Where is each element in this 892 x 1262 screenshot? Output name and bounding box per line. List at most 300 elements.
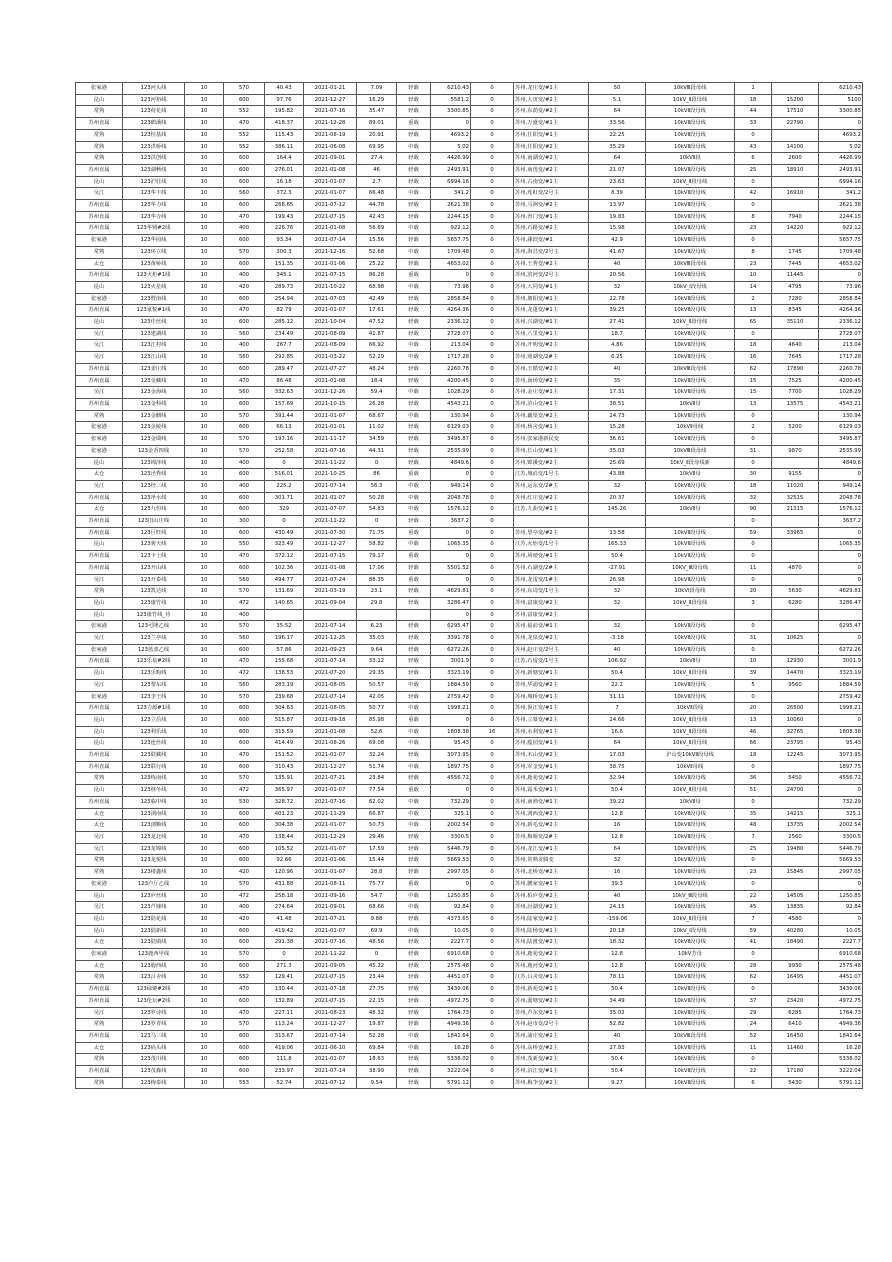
date-cell: 2021-07-03 bbox=[304, 293, 357, 305]
substation-cell: 苏州,八里变/#1主 bbox=[514, 328, 589, 340]
load-rate-cell: 56.3 bbox=[357, 480, 397, 492]
user-count-cell: 0 bbox=[735, 551, 772, 563]
count-cell: 0 bbox=[471, 469, 514, 481]
voltage-cell: 10 bbox=[185, 984, 224, 996]
rated-current-cell: 570 bbox=[224, 1019, 265, 1031]
district-cell: 苏州直属 bbox=[76, 527, 123, 539]
rated-current-cell: 600 bbox=[224, 843, 265, 855]
date-cell: 2021-07-21 bbox=[304, 773, 357, 785]
load-status-cell: 中载 bbox=[397, 726, 431, 738]
substation-value-cell: 50.4 bbox=[589, 551, 646, 563]
remaining-capacity-cell: 341.2 bbox=[819, 188, 863, 200]
load-rate-cell: 34.59 bbox=[357, 434, 397, 446]
available-capacity-cell: 2493.91 bbox=[431, 164, 471, 176]
current-cell: 164.4 bbox=[265, 153, 304, 165]
date-cell: 2021-07-18 bbox=[304, 984, 357, 996]
date-cell: 2021-07-15 bbox=[304, 270, 357, 282]
substation-value-cell: 32 bbox=[589, 281, 646, 293]
count-cell: 0 bbox=[471, 562, 514, 574]
bus-section-cell: 10kVⅡ段母线 bbox=[646, 527, 735, 539]
count-cell: 0 bbox=[471, 796, 514, 808]
substation-cell: 苏州,玉循变/#2主 bbox=[514, 363, 589, 375]
user-count-cell: 42 bbox=[735, 188, 772, 200]
line-name-cell: 123经三线 bbox=[123, 480, 185, 492]
voltage-cell: 10 bbox=[185, 1019, 224, 1031]
available-capacity-cell: 73.96 bbox=[431, 281, 471, 293]
substation-cell: 苏州,石路变/#2主 bbox=[514, 223, 589, 235]
remaining-capacity-cell: 4629.81 bbox=[819, 586, 863, 598]
installed-capacity-cell: 6280 bbox=[772, 597, 819, 609]
date-cell: 2021-09-01 bbox=[304, 153, 357, 165]
district-cell: 昆山 bbox=[76, 609, 123, 621]
load-status-cell: 轻载 bbox=[397, 422, 431, 434]
current-cell: 0 bbox=[265, 457, 304, 469]
substation-value-cell: 32 bbox=[589, 597, 646, 609]
substation-value-cell: 36.61 bbox=[589, 434, 646, 446]
line-name-cell: 123旧山庄线 bbox=[123, 516, 185, 528]
load-status-cell: 中载 bbox=[397, 761, 431, 773]
district-cell: 昆山 bbox=[76, 176, 123, 188]
line-name-cell: 123恒基线 bbox=[123, 129, 185, 141]
table-row bbox=[76, 820, 863, 832]
rated-current-cell: 600 bbox=[224, 164, 265, 176]
rated-current-cell: 570 bbox=[224, 878, 265, 890]
count-cell: 0 bbox=[471, 995, 514, 1007]
load-rate-cell: 85.98 bbox=[357, 714, 397, 726]
substation-value-cell: 35.02 bbox=[589, 1007, 646, 1019]
current-cell: 289.47 bbox=[265, 363, 304, 375]
voltage-cell: 10 bbox=[185, 597, 224, 609]
user-count-cell: 46 bbox=[735, 726, 772, 738]
load-status-cell: 轻载 bbox=[397, 1077, 431, 1089]
voltage-cell: 10 bbox=[185, 340, 224, 352]
load-rate-cell: 28.8 bbox=[357, 867, 397, 879]
count-cell: 0 bbox=[471, 913, 514, 925]
current-cell: 57.86 bbox=[265, 644, 304, 656]
load-status-cell: 轻载 bbox=[397, 1019, 431, 1031]
substation-value-cell: 35.29 bbox=[589, 141, 646, 153]
load-rate-cell: 27.4 bbox=[357, 153, 397, 165]
remaining-capacity-cell: 5657.75 bbox=[819, 235, 863, 247]
count-cell: 0 bbox=[471, 492, 514, 504]
load-status-cell: 轻载 bbox=[397, 457, 431, 469]
bus-section-cell: 10kVⅡ段母线 bbox=[646, 551, 735, 563]
load-rate-cell: 48.56 bbox=[357, 937, 397, 949]
load-status-cell: 中载 bbox=[397, 925, 431, 937]
district-cell: 吴江 bbox=[76, 574, 123, 586]
district-cell: 张家港 bbox=[76, 83, 123, 95]
table-row bbox=[76, 328, 863, 340]
rated-current-cell: 600 bbox=[224, 363, 265, 375]
voltage-cell: 10 bbox=[185, 118, 224, 130]
installed-capacity-cell bbox=[772, 328, 819, 340]
load-status-cell: 轻载 bbox=[397, 305, 431, 317]
installed-capacity-cell: 1745 bbox=[772, 246, 819, 258]
user-count-cell: 62 bbox=[735, 363, 772, 375]
load-rate-cell: 56.69 bbox=[357, 223, 397, 235]
load-rate-cell: 38.99 bbox=[357, 1066, 397, 1078]
date-cell: 2021-09-23 bbox=[304, 644, 357, 656]
user-count-cell: 18 bbox=[735, 340, 772, 352]
user-count-cell: 13 bbox=[735, 305, 772, 317]
available-capacity-cell: 3495.87 bbox=[431, 434, 471, 446]
load-rate-cell: 50.28 bbox=[357, 492, 397, 504]
remaining-capacity-cell: 4849.6 bbox=[819, 457, 863, 469]
table-row bbox=[76, 726, 863, 738]
load-status-cell: 轻载 bbox=[397, 750, 431, 762]
load-status-cell: 轻载 bbox=[397, 153, 431, 165]
line-name-cell: 123伦坛#2线 bbox=[123, 995, 185, 1007]
district-cell: 张家港 bbox=[76, 621, 123, 633]
load-rate-cell: 86 bbox=[357, 469, 397, 481]
user-count-cell: 23 bbox=[735, 867, 772, 879]
bus-section-cell: 10kVⅢ段母线 bbox=[646, 83, 735, 95]
bus-section-cell: 10kVⅢ段母线 bbox=[646, 1030, 735, 1042]
current-cell: 372.12 bbox=[265, 551, 304, 563]
district-cell: 苏州直属 bbox=[76, 363, 123, 375]
date-cell: 2021-07-16 bbox=[304, 796, 357, 808]
remaining-capacity-cell: 4556.72 bbox=[819, 773, 863, 785]
load-rate-cell: 44.78 bbox=[357, 200, 397, 212]
feeder-load-table bbox=[75, 82, 863, 1089]
load-rate-cell: 33.12 bbox=[357, 656, 397, 668]
available-capacity-cell: 0 bbox=[431, 714, 471, 726]
load-status-cell: 轻载 bbox=[397, 398, 431, 410]
load-rate-cell: 23.84 bbox=[357, 773, 397, 785]
load-status-cell: 轻载 bbox=[397, 668, 431, 680]
load-rate-cell: 0 bbox=[357, 516, 397, 528]
substation-value-cell: 24.66 bbox=[589, 714, 646, 726]
line-name-cell: 123康竹线 bbox=[123, 597, 185, 609]
voltage-cell: 10 bbox=[185, 270, 224, 282]
table-row bbox=[76, 422, 863, 434]
available-capacity-cell: 3637.2 bbox=[431, 516, 471, 528]
rated-current-cell: 600 bbox=[224, 960, 265, 972]
count-cell: 0 bbox=[471, 270, 514, 282]
substation-cell: 苏州,菀湖变/2#主 bbox=[514, 352, 589, 364]
available-capacity-cell: 341.2 bbox=[431, 188, 471, 200]
rated-current-cell: 553 bbox=[224, 1077, 265, 1089]
rated-current-cell: 552 bbox=[224, 972, 265, 984]
installed-capacity-cell: 17180 bbox=[772, 1066, 819, 1078]
substation-cell: 苏州,场埂变/#1主 bbox=[514, 551, 589, 563]
substation-cell: 苏州,立慕变/#2主 bbox=[514, 714, 589, 726]
available-capacity-cell: 3300.5 bbox=[431, 832, 471, 844]
line-name-cell: 123暨南线 bbox=[123, 293, 185, 305]
district-cell: 太仓 bbox=[76, 258, 123, 270]
bus-section-cell: 10kVⅡ段母线 bbox=[646, 1042, 735, 1054]
user-count-cell: 16 bbox=[735, 352, 772, 364]
voltage-cell: 10 bbox=[185, 410, 224, 422]
substation-cell: 苏州,陆杨变/#1主 bbox=[514, 925, 589, 937]
date-cell: 2021-12-29 bbox=[304, 832, 357, 844]
count-cell: 0 bbox=[471, 141, 514, 153]
current-cell: 111.8 bbox=[265, 1054, 304, 1066]
remaining-capacity-cell: 73.96 bbox=[819, 281, 863, 293]
available-capacity-cell: 0 bbox=[431, 118, 471, 130]
installed-capacity-cell: 17510 bbox=[772, 106, 819, 118]
current-cell: 66.13 bbox=[265, 422, 304, 434]
current-cell: 291.38 bbox=[265, 937, 304, 949]
voltage-cell: 10 bbox=[185, 281, 224, 293]
available-capacity-cell: 4556.72 bbox=[431, 773, 471, 785]
installed-capacity-cell: 16910 bbox=[772, 188, 819, 200]
load-status-cell: 重载 bbox=[397, 527, 431, 539]
date-cell: 2021-07-14 bbox=[304, 691, 357, 703]
line-name-cell: 123黎东线 bbox=[123, 679, 185, 691]
bus-section-cell: 10kVⅡ段母线 bbox=[646, 375, 735, 387]
bus-section-cell: 10kVⅡ段母线 bbox=[646, 164, 735, 176]
line-name-cell: 123庐丝线 bbox=[123, 890, 185, 902]
user-count-cell: 0 bbox=[735, 539, 772, 551]
voltage-cell: 10 bbox=[185, 422, 224, 434]
remaining-capacity-cell: 1709.48 bbox=[819, 246, 863, 258]
substation-value-cell: 42.9 bbox=[589, 235, 646, 247]
substation-cell: 苏州,常熟龙腾变 bbox=[514, 855, 589, 867]
current-cell: 283.19 bbox=[265, 679, 304, 691]
available-capacity-cell: 2728.07 bbox=[431, 328, 471, 340]
substation-value-cell: 5.1 bbox=[589, 94, 646, 106]
installed-capacity-cell bbox=[772, 878, 819, 890]
table-row bbox=[76, 305, 863, 317]
installed-capacity-cell: 6410 bbox=[772, 1019, 819, 1031]
installed-capacity-cell: 23795 bbox=[772, 738, 819, 750]
table-row bbox=[76, 949, 863, 961]
current-cell: 414.49 bbox=[265, 738, 304, 750]
available-capacity-cell: 5581.2 bbox=[431, 94, 471, 106]
line-name-cell: 123泾秀线 bbox=[123, 469, 185, 481]
table-row bbox=[76, 960, 863, 972]
district-cell: 苏州直属 bbox=[76, 211, 123, 223]
substation-cell: 苏州,万盛变/#1主 bbox=[514, 118, 589, 130]
voltage-cell: 10 bbox=[185, 621, 224, 633]
district-cell: 太仓 bbox=[76, 820, 123, 832]
district-cell: 吴江 bbox=[76, 843, 123, 855]
voltage-cell: 10 bbox=[185, 609, 224, 621]
remaining-capacity-cell: 6210.43 bbox=[819, 83, 863, 95]
available-capacity-cell: 5501.52 bbox=[431, 562, 471, 574]
voltage-cell: 10 bbox=[185, 1066, 224, 1078]
installed-capacity-cell bbox=[772, 83, 819, 95]
load-rate-cell: 16.29 bbox=[357, 94, 397, 106]
load-rate-cell: 35.47 bbox=[357, 106, 397, 118]
current-cell: 40.43 bbox=[265, 83, 304, 95]
load-status-cell: 轻载 bbox=[397, 434, 431, 446]
bus-section-cell: 10kVⅡ段母线 bbox=[646, 387, 735, 399]
date-cell: 2021-01-08 bbox=[304, 562, 357, 574]
available-capacity-cell: 2002.54 bbox=[431, 820, 471, 832]
available-capacity-cell: 0 bbox=[431, 785, 471, 797]
district-cell: 昆山 bbox=[76, 925, 123, 937]
voltage-cell: 10 bbox=[185, 925, 224, 937]
load-rate-cell: 7.09 bbox=[357, 83, 397, 95]
installed-capacity-cell: 4795 bbox=[772, 281, 819, 293]
line-name-cell: 123兰亭线 bbox=[123, 633, 185, 645]
load-rate-cell: 6.23 bbox=[357, 621, 397, 633]
available-capacity-cell: 2260.78 bbox=[431, 363, 471, 375]
rated-current-cell: 400 bbox=[224, 480, 265, 492]
count-cell: 0 bbox=[471, 890, 514, 902]
date-cell: 2021-08-05 bbox=[304, 703, 357, 715]
installed-capacity-cell: 9870 bbox=[772, 445, 819, 457]
substation-cell: 苏州,湖滨变/#1 bbox=[514, 235, 589, 247]
table-row bbox=[76, 527, 863, 539]
substation-value-cell: 13.58 bbox=[589, 527, 646, 539]
line-name-cell: 123力源#1线 bbox=[123, 703, 185, 715]
substation-value-cell: 43.88 bbox=[589, 469, 646, 481]
available-capacity-cell: 5791.12 bbox=[431, 1077, 471, 1089]
district-cell: 吴江 bbox=[76, 387, 123, 399]
line-name-cell: 123鹿西线 bbox=[123, 960, 185, 972]
district-cell: 吴江 bbox=[76, 328, 123, 340]
load-status-cell: 中载 bbox=[397, 820, 431, 832]
rated-current-cell: 400 bbox=[224, 223, 265, 235]
date-cell: 2021-11-17 bbox=[304, 434, 357, 446]
line-name-cell: 123鹤溪线 bbox=[123, 118, 185, 130]
date-cell: 2021-07-27 bbox=[304, 363, 357, 375]
load-rate-cell: 68.67 bbox=[357, 410, 397, 422]
table-row bbox=[76, 281, 863, 293]
current-cell: 0 bbox=[265, 516, 304, 528]
bus-section-cell: 10kVⅡ段母线 bbox=[646, 937, 735, 949]
date-cell: 2021-07-14 bbox=[304, 1030, 357, 1042]
rated-current-cell: 600 bbox=[224, 714, 265, 726]
bus-section-cell: 10kV芳母 bbox=[646, 949, 735, 961]
substation-value-cell: 16.6 bbox=[589, 726, 646, 738]
bus-section-cell: 10kV_Ⅱ段母线 bbox=[646, 785, 735, 797]
load-rate-cell: 58.82 bbox=[357, 539, 397, 551]
district-cell: 常熟 bbox=[76, 141, 123, 153]
district-cell: 张家港 bbox=[76, 878, 123, 890]
load-status-cell: 中载 bbox=[397, 340, 431, 352]
substation-cell: 苏州,富康变/#2主 bbox=[514, 609, 589, 621]
available-capacity-cell: 1250.85 bbox=[431, 890, 471, 902]
line-name-cell: 123佳丝线 bbox=[123, 317, 185, 329]
count-cell: 0 bbox=[471, 129, 514, 141]
installed-capacity-cell: 14215 bbox=[772, 808, 819, 820]
substation-cell: 苏州,汾湖变/#2主 bbox=[514, 902, 589, 914]
count-cell: 0 bbox=[471, 1030, 514, 1042]
district-cell: 苏州直属 bbox=[76, 562, 123, 574]
user-count-cell: 51 bbox=[735, 785, 772, 797]
user-count-cell: 44 bbox=[735, 106, 772, 118]
installed-capacity-cell: 14100 bbox=[772, 141, 819, 153]
available-capacity-cell: 325.1 bbox=[431, 808, 471, 820]
load-rate-cell: 42.05 bbox=[357, 691, 397, 703]
table-row bbox=[76, 609, 863, 621]
table-row bbox=[76, 597, 863, 609]
substation-cell: 苏州,锦溪变/#2主 bbox=[514, 457, 589, 469]
count-cell: 0 bbox=[471, 633, 514, 645]
substation-cell: 苏州,石湖变/2#主 bbox=[514, 562, 589, 574]
current-cell: 120.96 bbox=[265, 867, 304, 879]
bus-section-cell: 10kVⅡ段母线 bbox=[646, 633, 735, 645]
available-capacity-cell: 0 bbox=[431, 469, 471, 481]
count-cell: 0 bbox=[471, 843, 514, 855]
rated-current-cell: 600 bbox=[224, 562, 265, 574]
count-cell: 0 bbox=[471, 398, 514, 410]
current-cell: 419.06 bbox=[265, 1042, 304, 1054]
district-cell: 常熟 bbox=[76, 867, 123, 879]
available-capacity-cell: 0 bbox=[431, 551, 471, 563]
table-row bbox=[76, 141, 863, 153]
remaining-capacity-cell: 4426.99 bbox=[819, 153, 863, 165]
remaining-capacity-cell: 0 bbox=[819, 527, 863, 539]
substation-cell: 苏州,鹏家变/#1主 bbox=[514, 878, 589, 890]
current-cell: 82.79 bbox=[265, 305, 304, 317]
installed-capacity-cell: 10060 bbox=[772, 714, 819, 726]
user-count-cell: 8 bbox=[735, 211, 772, 223]
load-rate-cell: 62.02 bbox=[357, 796, 397, 808]
available-capacity-cell: 16.28 bbox=[431, 1042, 471, 1054]
count-cell: 0 bbox=[471, 422, 514, 434]
installed-capacity-cell: 13735 bbox=[772, 820, 819, 832]
substation-cell: 苏州,华浦变/#2主 bbox=[514, 679, 589, 691]
substation-value-cell: 40 bbox=[589, 644, 646, 656]
user-count-cell: 0 bbox=[735, 949, 772, 961]
district-cell: 常熟 bbox=[76, 1019, 123, 1031]
available-capacity-cell: 3222.04 bbox=[431, 1066, 471, 1078]
load-status-cell: 轻载 bbox=[397, 445, 431, 457]
table-row bbox=[76, 796, 863, 808]
load-status-cell: 轻载 bbox=[397, 211, 431, 223]
installed-capacity-cell bbox=[772, 984, 819, 996]
district-cell: 常熟 bbox=[76, 410, 123, 422]
date-cell: 2021-12-28 bbox=[304, 118, 357, 130]
line-name-cell: 123联藏线 bbox=[123, 750, 185, 762]
count-cell: 0 bbox=[471, 586, 514, 598]
date-cell: 2021-07-14 bbox=[304, 621, 357, 633]
installed-capacity-cell: 17890 bbox=[772, 363, 819, 375]
remaining-capacity-cell: 1841.64 bbox=[819, 1030, 863, 1042]
district-cell: 苏州直属 bbox=[76, 118, 123, 130]
user-count-cell: 18 bbox=[735, 480, 772, 492]
table-row bbox=[76, 1042, 863, 1054]
count-cell: 0 bbox=[471, 972, 514, 984]
current-cell: 199.43 bbox=[265, 211, 304, 223]
district-cell: 张家港 bbox=[76, 691, 123, 703]
load-status-cell: 重载 bbox=[397, 574, 431, 586]
bus-section-cell: 10kVⅡ段母线 bbox=[646, 995, 735, 1007]
substation-cell: 苏州,柏庐变/#2主 bbox=[514, 890, 589, 902]
voltage-cell: 10 bbox=[185, 785, 224, 797]
district-cell: 太仓 bbox=[76, 1042, 123, 1054]
table-row bbox=[76, 235, 863, 247]
count-cell: 0 bbox=[471, 504, 514, 516]
substation-value-cell: 17.03 bbox=[589, 750, 646, 762]
bus-section-cell: 10kV_Ⅱ段母线 bbox=[646, 668, 735, 680]
bus-section-cell: 10kVⅡ段母线 bbox=[646, 1077, 735, 1089]
load-rate-cell: 77.54 bbox=[357, 785, 397, 797]
substation-value-cell: 64 bbox=[589, 738, 646, 750]
count-cell: 0 bbox=[471, 235, 514, 247]
rated-current-cell: 400 bbox=[224, 340, 265, 352]
load-status-cell: 中载 bbox=[397, 223, 431, 235]
voltage-cell: 10 bbox=[185, 293, 224, 305]
bus-section-cell: 10kVⅡ段母线 bbox=[646, 352, 735, 364]
substation-cell: 苏州,梅李变/#2主 bbox=[514, 1077, 589, 1089]
current-cell: 151.52 bbox=[265, 750, 304, 762]
user-count-cell: 35 bbox=[735, 808, 772, 820]
line-name-cell: 123马三线 bbox=[123, 1030, 185, 1042]
substation-value-cell: 50.4 bbox=[589, 785, 646, 797]
rated-current-cell: 560 bbox=[224, 188, 265, 200]
voltage-cell: 10 bbox=[185, 738, 224, 750]
voltage-cell: 10 bbox=[185, 445, 224, 457]
line-name-cell: 123荷花线 bbox=[123, 106, 185, 118]
rated-current-cell: 560 bbox=[224, 352, 265, 364]
count-cell: 0 bbox=[471, 574, 514, 586]
